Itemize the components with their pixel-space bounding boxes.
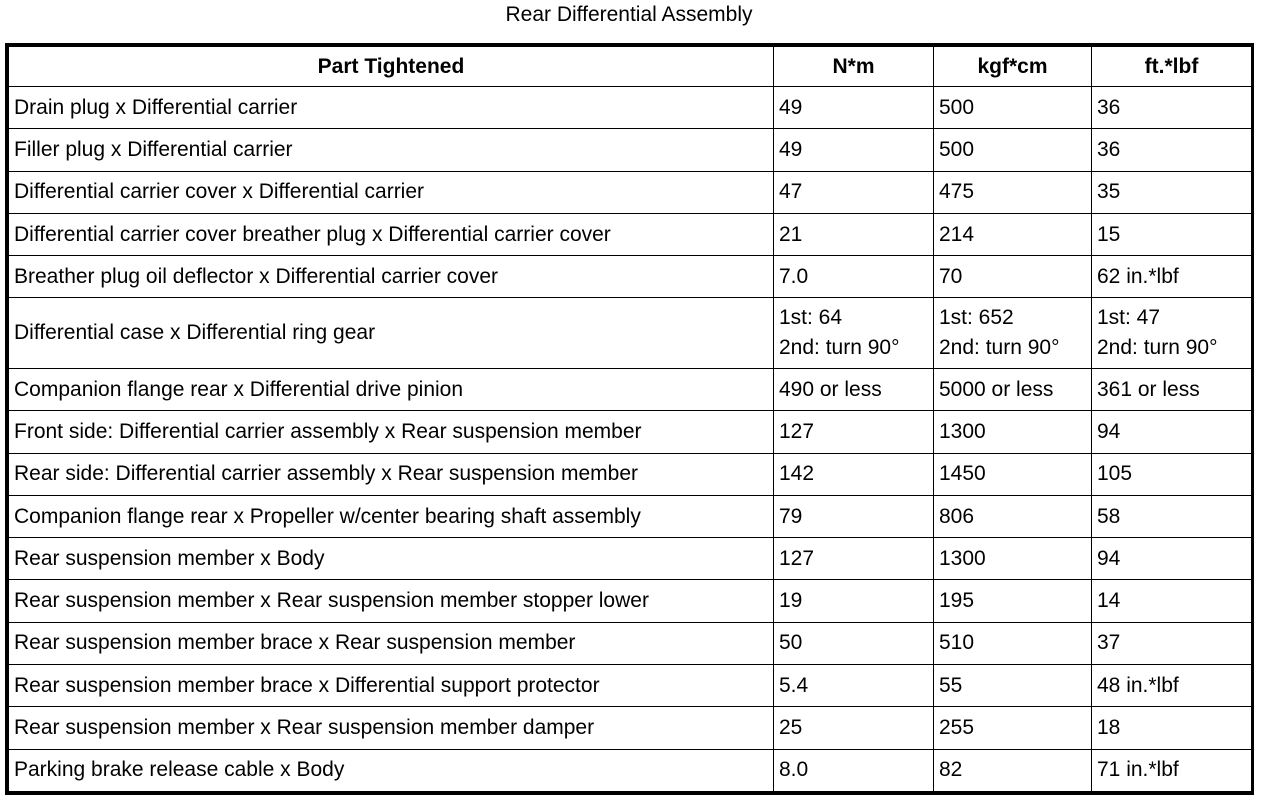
cell-part: Breather plug oil deflector x Differential carrier cover bbox=[9, 256, 774, 298]
cell-part: Differential carrier cover breather plug x Differential carrier cover bbox=[9, 213, 774, 255]
table-row bbox=[9, 171, 1252, 213]
cell-nm: 47 bbox=[774, 171, 934, 213]
cell-ftlbf: 36 bbox=[1092, 87, 1252, 129]
table-row bbox=[9, 256, 1252, 298]
cell-part: Rear suspension member brace x Rear suspension member bbox=[9, 622, 774, 664]
cell-kgfcm: 1300 bbox=[934, 411, 1092, 453]
cell-kgfcm: 55 bbox=[934, 665, 1092, 707]
header-ftlbf: ft.*lbf bbox=[1092, 47, 1252, 87]
cell-kgfcm: 195 bbox=[934, 580, 1092, 622]
table-row bbox=[9, 368, 1252, 410]
torque-table bbox=[8, 46, 1252, 792]
cell-ftlbf: 361 or less bbox=[1092, 368, 1252, 410]
cell-part: Differential carrier cover x Differential carrier bbox=[9, 171, 774, 213]
cell-ftlbf: 94 bbox=[1092, 411, 1252, 453]
table-row bbox=[9, 622, 1252, 664]
cell-part: Rear suspension member x Rear suspension member damper bbox=[9, 707, 774, 749]
cell-line-second: 2nd: turn 90° bbox=[779, 336, 900, 360]
cell-kgfcm: 806 bbox=[934, 495, 1092, 537]
header-nm: N*m bbox=[774, 47, 934, 87]
header-kgfcm: kgf*cm bbox=[934, 47, 1092, 87]
cell-kgfcm: 1450 bbox=[934, 453, 1092, 495]
cell-line-second: 2nd: turn 90° bbox=[939, 336, 1060, 360]
cell-line-first: 1st: 64 bbox=[779, 306, 843, 330]
cell-part: Companion flange rear x Propeller w/center bearing shaft assembly bbox=[9, 495, 774, 537]
cell-ftlbf: 15 bbox=[1092, 213, 1252, 255]
table-row bbox=[9, 213, 1252, 255]
cell-part: Front side: Differential carrier assembly x Rear suspension member bbox=[9, 411, 774, 453]
cell-nm: 25 bbox=[774, 707, 934, 749]
table-row bbox=[9, 129, 1252, 171]
cell-nm: 79 bbox=[774, 495, 934, 537]
cell-nm: 49 bbox=[774, 129, 934, 171]
cell-ftlbf bbox=[1092, 298, 1252, 369]
table-row bbox=[9, 707, 1252, 749]
cell-ftlbf: 35 bbox=[1092, 171, 1252, 213]
cell-ftlbf: 14 bbox=[1092, 580, 1252, 622]
cell-ftlbf: 37 bbox=[1092, 622, 1252, 664]
cell-kgfcm bbox=[934, 298, 1092, 369]
torque-table-frame bbox=[5, 43, 1254, 795]
table-row bbox=[9, 298, 1252, 369]
cell-part: Drain plug x Differential carrier bbox=[9, 87, 774, 129]
cell-part: Rear side: Differential carrier assembly x Rear suspension member bbox=[9, 453, 774, 495]
cell-nm: 7.0 bbox=[774, 256, 934, 298]
cell-ftlbf: 105 bbox=[1092, 453, 1252, 495]
cell-kgfcm: 5000 or less bbox=[934, 368, 1092, 410]
cell-nm: 142 bbox=[774, 453, 934, 495]
cell-kgfcm: 255 bbox=[934, 707, 1092, 749]
cell-nm: 50 bbox=[774, 622, 934, 664]
cell-nm: 21 bbox=[774, 213, 934, 255]
table-row bbox=[9, 87, 1252, 129]
cell-line-second: 2nd: turn 90° bbox=[1097, 336, 1218, 360]
table-row bbox=[9, 749, 1252, 791]
cell-part: Rear suspension member x Body bbox=[9, 538, 774, 580]
cell-ftlbf: 36 bbox=[1092, 129, 1252, 171]
page-title: Rear Differential Assembly bbox=[505, 3, 753, 26]
cell-kgfcm: 1300 bbox=[934, 538, 1092, 580]
cell-kgfcm: 214 bbox=[934, 213, 1092, 255]
table-row bbox=[9, 495, 1252, 537]
cell-ftlbf: 62 in.*lbf bbox=[1092, 256, 1252, 298]
cell-ftlbf: 58 bbox=[1092, 495, 1252, 537]
table-body bbox=[9, 87, 1252, 792]
table-row bbox=[9, 411, 1252, 453]
cell-nm bbox=[774, 298, 934, 369]
header-part-tightened: Part Tightened bbox=[9, 47, 774, 87]
cell-kgfcm: 500 bbox=[934, 129, 1092, 171]
cell-nm: 127 bbox=[774, 538, 934, 580]
cell-kgfcm: 70 bbox=[934, 256, 1092, 298]
cell-part: Companion flange rear x Differential drive pinion bbox=[9, 368, 774, 410]
cell-ftlbf: 18 bbox=[1092, 707, 1252, 749]
cell-part: Parking brake release cable x Body bbox=[9, 749, 774, 791]
cell-line-first: 1st: 652 bbox=[939, 306, 1014, 330]
cell-nm: 490 or less bbox=[774, 368, 934, 410]
cell-ftlbf: 71 in.*lbf bbox=[1092, 749, 1252, 791]
table-row bbox=[9, 580, 1252, 622]
cell-nm: 127 bbox=[774, 411, 934, 453]
cell-ftlbf: 48 in.*lbf bbox=[1092, 665, 1252, 707]
cell-kgfcm: 82 bbox=[934, 749, 1092, 791]
table-row bbox=[9, 538, 1252, 580]
cell-line-first: 1st: 47 bbox=[1097, 306, 1161, 330]
cell-nm: 5.4 bbox=[774, 665, 934, 707]
cell-nm: 8.0 bbox=[774, 749, 934, 791]
cell-part: Rear suspension member brace x Differential support protector bbox=[9, 665, 774, 707]
cell-ftlbf: 94 bbox=[1092, 538, 1252, 580]
table-header-row bbox=[9, 47, 1252, 87]
table-row bbox=[9, 665, 1252, 707]
cell-nm: 19 bbox=[774, 580, 934, 622]
cell-kgfcm: 510 bbox=[934, 622, 1092, 664]
cell-part: Filler plug x Differential carrier bbox=[9, 129, 774, 171]
table-row bbox=[9, 453, 1252, 495]
cell-kgfcm: 500 bbox=[934, 87, 1092, 129]
cell-part: Rear suspension member x Rear suspension member stopper lower bbox=[9, 580, 774, 622]
cell-kgfcm: 475 bbox=[934, 171, 1092, 213]
cell-part: Differential case x Differential ring gear bbox=[9, 298, 774, 369]
cell-nm: 49 bbox=[774, 87, 934, 129]
